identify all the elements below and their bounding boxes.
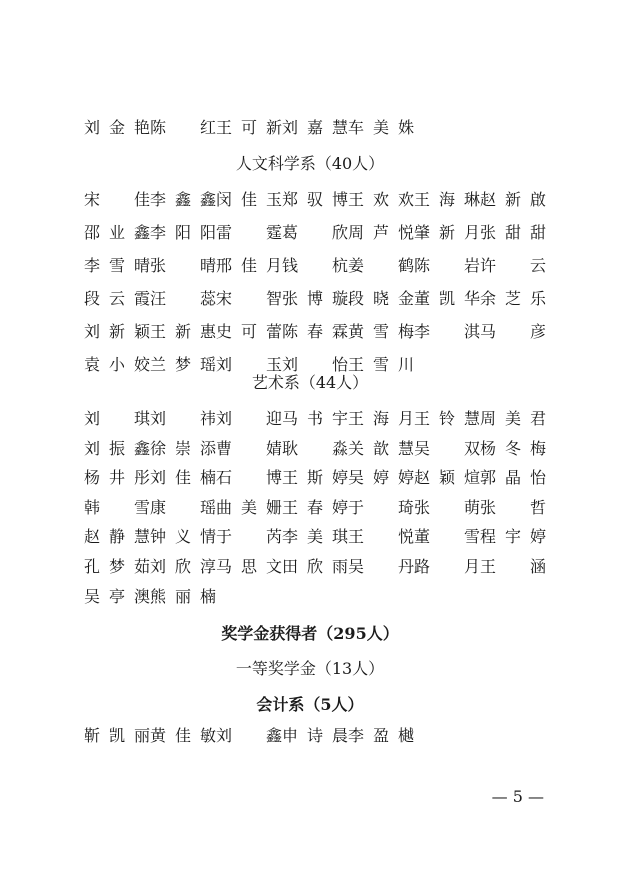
name-row (84, 286, 546, 312)
person-name: 路 月 (414, 557, 480, 576)
person-name: 韩 雪 (84, 497, 150, 517)
person-name: 宋 智 (216, 289, 282, 308)
person-name: 邢 佳 月 (216, 256, 282, 275)
person-name: 刘 欣 淳 (150, 557, 216, 576)
person-name: 陈 岩 (414, 256, 480, 275)
person-name: 李 盈 樾 (348, 726, 414, 745)
name-row (84, 253, 546, 279)
person-name: 吴 亭 澳 (84, 586, 150, 606)
person-name: 李 鑫 鑫 (150, 190, 216, 209)
person-name: 杨 井 彤 (84, 468, 150, 488)
page-number: — 5 — (491, 787, 544, 806)
person-name: 董 凯 华 (414, 289, 480, 308)
name-row (84, 115, 534, 141)
person-name: 张 萌 (414, 497, 480, 517)
name-row (84, 436, 546, 462)
person-name: 刘 迎 (216, 409, 282, 428)
accounting-heading: 会计系（5人） (256, 695, 364, 714)
person-name: 刘 怡 (282, 355, 348, 374)
person-name: 申 诗 晨 (282, 726, 348, 745)
person-name: 康 瑶 (150, 497, 216, 517)
person-name: 李 阳 阳 (150, 223, 216, 242)
name-row (84, 554, 546, 580)
person-name: 兰 梦 瑶 (150, 355, 216, 374)
person-name: 史 可 蕾 (216, 322, 282, 341)
person-name: 刘 金 艳 (84, 118, 150, 137)
person-name: 王 春 婷 (282, 497, 348, 517)
person-name: 刘 振 鑫 (84, 438, 150, 458)
person-name: 刘 琪 (84, 409, 150, 428)
scholarship-heading: 奖学金获得者（295人） (221, 624, 399, 643)
person-name: 袁 小 姣 (84, 355, 150, 374)
person-name: 程 宇 婷 (480, 527, 546, 547)
name-row (84, 723, 534, 749)
person-name: 熊 丽 楠 (150, 586, 216, 606)
person-name: 田 欣 雨 (282, 557, 348, 576)
person-name: 王 悦 (348, 527, 414, 547)
person-name: 车 美 姝 (348, 118, 414, 137)
person-name: 钟 义 情 (150, 527, 216, 547)
humanities-heading: 人文科学系（40人） (235, 154, 385, 173)
person-name: 于 芮 (216, 527, 282, 547)
name-row (84, 406, 546, 432)
name-row (84, 220, 546, 246)
person-name: 马 彦 (480, 322, 546, 341)
person-name: 葛 欣 (282, 223, 348, 242)
person-name: 段 云 霞 (84, 289, 150, 308)
person-name: 王 海 月 (348, 409, 414, 428)
person-name: 刘 鑫 (216, 726, 282, 745)
person-name: 王 可 新 (216, 118, 282, 137)
person-name: 雷 霆 (216, 223, 282, 242)
person-name: 王 雪 川 (348, 355, 414, 374)
name-row (84, 319, 546, 345)
person-name: 周 芦 悦 (348, 223, 414, 242)
person-name: 郑 驭 博 (282, 190, 348, 209)
person-name: 余 芝 乐 (480, 289, 546, 308)
person-name: 赵 颖 煊 (414, 468, 480, 488)
person-name: 曹 婧 (216, 438, 282, 458)
name-row (84, 584, 534, 610)
person-name: 姜 鹤 (348, 256, 414, 275)
person-name: 宋 佳 (84, 190, 150, 209)
person-name: 许 云 (480, 256, 546, 275)
person-name: 杨 冬 梅 (480, 438, 546, 458)
person-name: 徐 崇 添 (150, 438, 216, 458)
person-name: 郭 晶 怡 (480, 468, 546, 488)
person-name: 石 博 (216, 468, 282, 488)
person-name: 李 美 琪 (282, 527, 348, 547)
person-name: 钱 杭 (282, 256, 348, 275)
person-name: 吴 丹 (348, 557, 414, 576)
person-name: 刘 新 颖 (84, 322, 150, 341)
person-name: 段 晓 金 (348, 289, 414, 308)
person-name: 李 淇 (414, 322, 480, 341)
person-name: 王 欢 欢 (348, 190, 414, 209)
person-name: 王 铃 慧 (414, 409, 480, 428)
person-name: 刘 祎 (150, 409, 216, 428)
person-name: 李 雪 晴 (84, 256, 150, 275)
person-name: 张 哲 (480, 497, 546, 517)
person-name: 汪 蕊 (150, 289, 216, 308)
person-name: 邵 业 鑫 (84, 223, 150, 242)
person-name: 孔 梦 茹 (84, 557, 150, 576)
person-name: 黄 佳 敏 (150, 726, 216, 745)
name-row (84, 495, 546, 521)
person-name: 张 晴 (150, 256, 216, 275)
person-name: 闵 佳 玉 (216, 190, 282, 209)
person-name: 王 新 惠 (150, 322, 216, 341)
person-name: 黄 雪 梅 (348, 322, 414, 341)
person-name: 靳 凯 丽 (84, 726, 150, 745)
person-name: 周 美 君 (480, 409, 546, 428)
person-name: 曲 美 姗 (216, 497, 282, 517)
person-name: 耿 淼 (282, 438, 348, 458)
first-class-heading: 一等奖学金（13人） (235, 659, 385, 678)
person-name: 刘 嘉 慧 (282, 118, 348, 137)
name-row (84, 465, 546, 491)
person-name: 刘 佳 楠 (150, 468, 216, 488)
art-heading: 艺术系（44人） (251, 373, 369, 392)
person-name: 赵 新 啟 (480, 190, 546, 209)
person-name: 张 甜 甜 (480, 223, 546, 242)
person-name: 关 歆 慧 (348, 438, 414, 458)
person-name: 陈 红 (150, 118, 216, 137)
person-name: 马 书 宇 (282, 409, 348, 428)
person-name: 于 琦 (348, 497, 414, 517)
person-name: 王 涵 (480, 557, 546, 576)
person-name: 王 海 琳 (414, 190, 480, 209)
person-name: 陈 春 霖 (282, 322, 348, 341)
person-name: 张 博 璇 (282, 289, 348, 308)
name-row (84, 187, 546, 213)
person-name: 吴 双 (414, 438, 480, 458)
person-name: 赵 静 慧 (84, 527, 150, 547)
person-name: 马 思 文 (216, 557, 282, 576)
person-name: 董 雪 (414, 527, 480, 547)
name-row (84, 524, 546, 550)
person-name: 肇 新 月 (414, 223, 480, 242)
person-name: 王 斯 婷 (282, 468, 348, 488)
person-name: 刘 玉 (216, 355, 282, 374)
person-name: 吴 婷 婷 (348, 468, 414, 488)
